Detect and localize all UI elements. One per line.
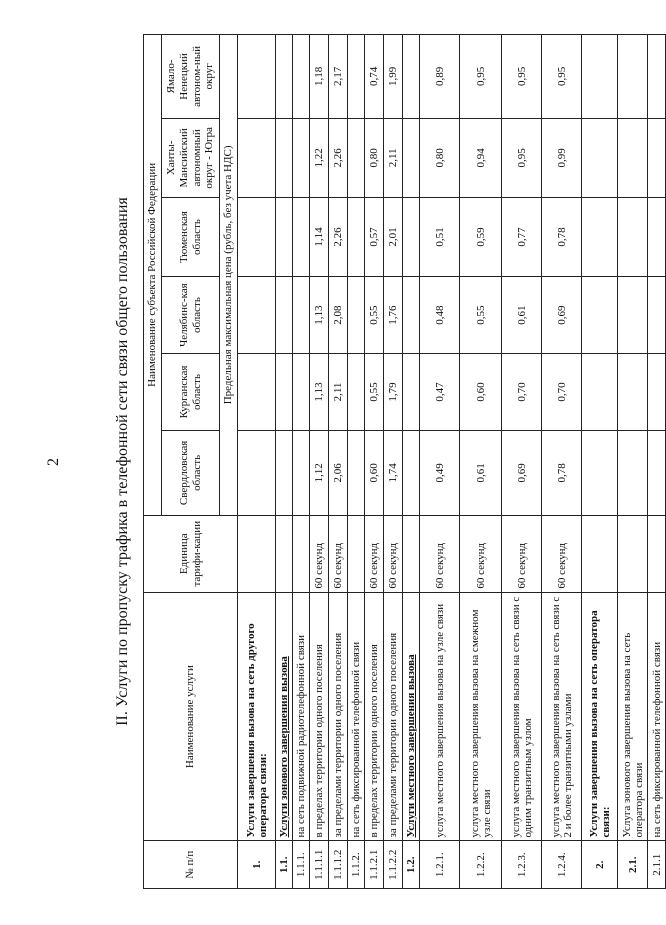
row-number: 1.2.4. [542, 841, 582, 889]
price-value: 0,74 [365, 35, 384, 119]
price-value [618, 277, 648, 354]
service-name: Услуги зонового завершения вызова [276, 592, 293, 841]
price-value: 1,79 [384, 354, 403, 431]
table-row [618, 35, 648, 889]
price-value: 0,49 [420, 430, 460, 515]
price-value [238, 197, 276, 276]
row-number: 2.1.1 [648, 841, 666, 889]
tariff-unit [293, 515, 310, 592]
row-number: 1.1.2. [348, 841, 365, 889]
price-value [238, 430, 276, 515]
price-value [648, 354, 666, 431]
header-num: № п/п [144, 841, 238, 889]
service-name: на сеть фиксированной телефонной связи [648, 592, 666, 841]
header-subject: Ямало-Ненецкий автоном-ный округ [162, 35, 220, 119]
price-value [618, 430, 648, 515]
price-value [403, 118, 420, 197]
row-number: 1.2. [403, 841, 420, 889]
tariff-unit: 60 секунд [329, 515, 348, 592]
header-subject: Свердловская область [162, 430, 220, 515]
price-value [582, 118, 618, 197]
price-value: 0,69 [502, 430, 542, 515]
price-value: 0,57 [365, 197, 384, 276]
price-value: 0,48 [420, 277, 460, 354]
price-value: 2,08 [329, 277, 348, 354]
price-value: 0,94 [460, 118, 502, 197]
row-number: 2.1. [618, 841, 648, 889]
table-row [384, 35, 403, 889]
tariff-unit: 60 секунд [460, 515, 502, 592]
header-price-caption: Предельная максимальная цена (рубль, без учета НДС) [220, 35, 238, 516]
price-value: 0,70 [502, 354, 542, 431]
price-value [648, 430, 666, 515]
price-value [293, 118, 310, 197]
row-number: 1.2.1. [420, 841, 460, 889]
table-row [460, 35, 502, 889]
price-value [348, 197, 365, 276]
table-row [403, 35, 420, 889]
price-value [582, 35, 618, 119]
price-value [403, 354, 420, 431]
row-number: 1.1. [276, 841, 293, 889]
price-value: 2,06 [329, 430, 348, 515]
service-name: за пределами территории одного поселения [384, 592, 403, 841]
table-row [238, 35, 276, 889]
price-value: 0,80 [365, 118, 384, 197]
price-value: 0,60 [365, 430, 384, 515]
service-name: услуга местного завершения вызова на сеть связи с 2 и более транзитными узлами [542, 592, 582, 841]
price-value [293, 430, 310, 515]
price-value: 0,51 [420, 197, 460, 276]
price-value: 1,13 [310, 277, 329, 354]
price-value [648, 118, 666, 197]
tariff-unit [348, 515, 365, 592]
table-row [276, 35, 293, 889]
tariff-unit [276, 515, 293, 592]
tariff-unit: 60 секунд [365, 515, 384, 592]
table-row [420, 35, 460, 889]
price-value [403, 430, 420, 515]
price-value [582, 277, 618, 354]
price-value [276, 35, 293, 119]
tariff-unit: 60 секунд [384, 515, 403, 592]
price-value [403, 277, 420, 354]
row-number: 2. [582, 841, 618, 889]
price-value: 0,95 [502, 118, 542, 197]
price-value: 1,74 [384, 430, 403, 515]
price-value [348, 118, 365, 197]
row-number: 1.1.1.2 [329, 841, 348, 889]
price-value [238, 35, 276, 119]
price-value [403, 197, 420, 276]
table-row [582, 35, 618, 889]
tariff-unit [648, 515, 666, 592]
service-name: услуга местного завершения вызова на узле связи [420, 592, 460, 841]
price-value [276, 118, 293, 197]
price-value [293, 354, 310, 431]
price-value: 0,77 [502, 197, 542, 276]
price-value: 1,13 [310, 354, 329, 431]
tariff-unit: 60 секунд [502, 515, 542, 592]
header-subject: Курганская область [162, 354, 220, 431]
row-number: 1.1.1.1 [310, 841, 329, 889]
header-subject: Ханты-Мансийский автономный округ - Югра [162, 118, 220, 197]
table-row [293, 35, 310, 889]
rotated-page-content [105, 30, 663, 893]
row-number: 1.1.2.1 [365, 841, 384, 889]
price-value: 2,26 [329, 197, 348, 276]
price-value [276, 197, 293, 276]
price-value [582, 430, 618, 515]
price-value [648, 197, 666, 276]
price-value: 0,95 [542, 35, 582, 119]
price-value [618, 354, 648, 431]
header-unit: Единица тарифи-кации [144, 515, 238, 592]
price-value: 0,55 [460, 277, 502, 354]
header-subject: Тюменская область [162, 197, 220, 276]
price-value [348, 354, 365, 431]
tariff-unit: 60 секунд [542, 515, 582, 592]
table-row [502, 35, 542, 889]
price-value: 0,55 [365, 354, 384, 431]
price-value: 2,11 [384, 118, 403, 197]
price-value [582, 354, 618, 431]
service-name: в пределах территории одного поселения [365, 592, 384, 841]
price-value [403, 35, 420, 119]
service-name: на сеть подвижной радиотелефонной связи [293, 592, 310, 841]
price-value: 0,89 [420, 35, 460, 119]
price-value [582, 197, 618, 276]
price-value: 0,60 [460, 354, 502, 431]
price-value [276, 277, 293, 354]
price-value [348, 277, 365, 354]
service-name: за пределами территории одного поселения [329, 592, 348, 841]
header-service: Наименование услуги [144, 592, 238, 841]
price-value [618, 118, 648, 197]
service-name: Услуга зонового завершения вызова на сеть оператора связи [618, 592, 648, 841]
price-value [648, 35, 666, 119]
price-value: 2,11 [329, 354, 348, 431]
service-name: Услуги завершения вызова на сеть другого оператора связи: [238, 592, 276, 841]
price-value: 0,80 [420, 118, 460, 197]
row-number: 1. [238, 841, 276, 889]
tariff-unit [403, 515, 420, 592]
row-number: 1.2.3. [502, 841, 542, 889]
price-value: 1,12 [310, 430, 329, 515]
tariff-unit: 60 секунд [310, 515, 329, 592]
price-value: 0,69 [542, 277, 582, 354]
row-number: 1.1.1. [293, 841, 310, 889]
table-body [238, 35, 666, 889]
price-value: 0,95 [460, 35, 502, 119]
price-value: 0,47 [420, 354, 460, 431]
service-name: услуга местного завершения вызова на сеть связи с одним транзитным узлом [502, 592, 542, 841]
price-value: 0,55 [365, 277, 384, 354]
header-subjects-group: Наименование субъекта Российской Федерации [144, 35, 162, 516]
table-row [365, 35, 384, 889]
price-value: 0,99 [542, 118, 582, 197]
price-value: 0,70 [542, 354, 582, 431]
price-value: 0,61 [502, 277, 542, 354]
price-value [238, 118, 276, 197]
page-number: 2 [45, 458, 62, 466]
service-name: в пределах территории одного поселения [310, 592, 329, 841]
table-row [329, 35, 348, 889]
tariff-unit [238, 515, 276, 592]
price-value: 1,18 [310, 35, 329, 119]
price-value: 0,95 [502, 35, 542, 119]
price-value: 0,78 [542, 197, 582, 276]
price-value [348, 430, 365, 515]
row-number: 1.2.2. [460, 841, 502, 889]
price-value: 2,01 [384, 197, 403, 276]
table-row [542, 35, 582, 889]
price-value [618, 35, 648, 119]
table-row [648, 35, 666, 889]
table-row [310, 35, 329, 889]
service-name: Услуги местного завершения вызова [403, 592, 420, 841]
price-value: 2,26 [329, 118, 348, 197]
tariff-unit [582, 515, 618, 592]
price-value: 0,61 [460, 430, 502, 515]
service-name: услуга местного завершения вызова на смежном узле связи [460, 592, 502, 841]
tariff-unit: 60 секунд [420, 515, 460, 592]
section-title: II. Услуги по пропуску трафика в телефонной сети связи общего пользования [114, 197, 131, 726]
tariff-unit [618, 515, 648, 592]
price-value [238, 277, 276, 354]
price-value: 2,17 [329, 35, 348, 119]
price-value [276, 430, 293, 515]
tariff-table [143, 34, 666, 889]
price-value [238, 354, 276, 431]
service-name: на сеть фиксированной телефонной связи [348, 592, 365, 841]
price-value [348, 35, 365, 119]
price-value: 1,99 [384, 35, 403, 119]
price-value: 1,14 [310, 197, 329, 276]
price-value [293, 197, 310, 276]
price-value: 1,22 [310, 118, 329, 197]
price-value [648, 277, 666, 354]
service-name: Услуги завершения вызова на сеть оператора связи: [582, 592, 618, 841]
table-row [348, 35, 365, 889]
price-value [293, 35, 310, 119]
row-number: 1.1.2.2 [384, 841, 403, 889]
price-value: 0,59 [460, 197, 502, 276]
price-value [618, 197, 648, 276]
price-value: 0,78 [542, 430, 582, 515]
price-value [276, 354, 293, 431]
price-value: 1,76 [384, 277, 403, 354]
price-value [293, 277, 310, 354]
header-subject: Челябинс-кая область [162, 277, 220, 354]
